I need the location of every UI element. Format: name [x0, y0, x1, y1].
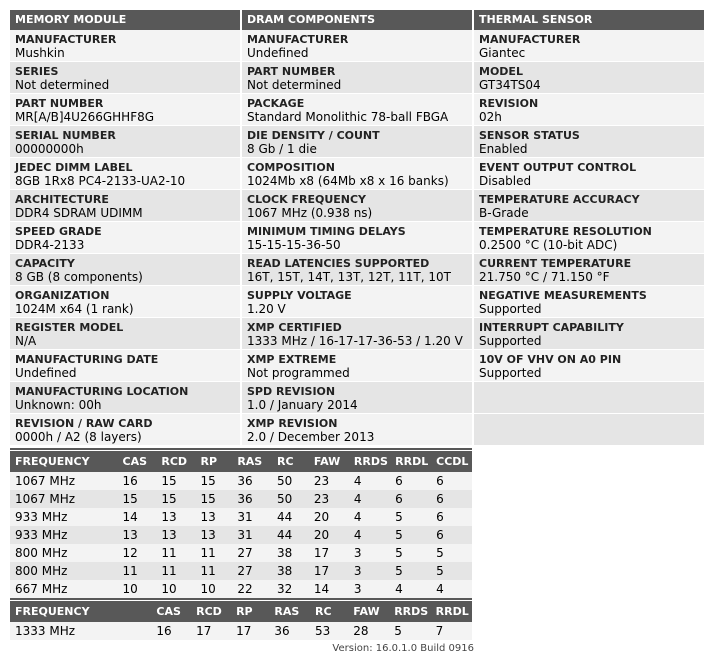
info-value: 21.750 °C / 71.150 °F [479, 270, 610, 284]
xmp-timing-table [10, 601, 472, 640]
info-value: Enabled [479, 142, 528, 156]
table-cell: 36 [269, 622, 310, 640]
column-heading: RAS [232, 451, 272, 472]
table-cell: 11 [156, 544, 195, 562]
info-value: 1024M x64 (1 rank) [15, 302, 134, 316]
table-cell: 16 [118, 472, 157, 490]
table-cell: 36 [232, 490, 272, 508]
info-cell [474, 62, 704, 94]
table-cell: 23 [309, 490, 349, 508]
info-label: SENSOR STATUS [479, 129, 580, 142]
info-label: XMP REVISION [247, 417, 338, 430]
jedec-timing-table [10, 451, 472, 598]
info-value: 16T, 15T, 14T, 13T, 12T, 11T, 10T [247, 270, 451, 284]
table-cell: 36 [232, 472, 272, 490]
table-cell: 800 MHz [10, 562, 118, 580]
info-label: SERIES [15, 65, 59, 78]
version-label: Version: 16.0.1.0 Build 0916 [332, 643, 474, 654]
info-value: Disabled [479, 174, 532, 188]
info-label: JEDEC DIMM LABEL [15, 161, 133, 174]
info-label: PACKAGE [247, 97, 305, 110]
column-heading: RRDL [390, 451, 431, 472]
table-cell: 13 [196, 508, 233, 526]
info-value: Not programmed [247, 366, 350, 380]
info-label: CAPACITY [15, 257, 75, 270]
table-cell: 12 [118, 544, 157, 562]
info-label: READ LATENCIES SUPPORTED [247, 257, 430, 270]
column-heading: RC [310, 601, 348, 622]
info-label: TEMPERATURE ACCURACY [479, 193, 640, 206]
info-cell [10, 414, 240, 446]
column-heading: FREQUENCY [10, 451, 118, 472]
column-heading: FREQUENCY [10, 601, 151, 622]
table-cell: 53 [310, 622, 348, 640]
column-heading: FAW [309, 451, 349, 472]
info-value: Standard Monolithic 78-ball FBGA [247, 110, 449, 124]
table-cell: 32 [272, 580, 309, 598]
column-heading: RRDL [431, 601, 472, 622]
table-cell: 15 [118, 490, 157, 508]
table-cell: 800 MHz [10, 544, 118, 562]
info-value: Giantec [479, 46, 526, 60]
table-cell: 13 [156, 508, 195, 526]
info-cell [242, 30, 472, 62]
dram-components-column [242, 10, 472, 446]
info-value: Unknown: 00h [15, 398, 102, 412]
info-value: 0.2500 °C (10-bit ADC) [479, 238, 618, 252]
info-cell [474, 222, 704, 254]
table-cell: 17 [231, 622, 269, 640]
table-row [10, 490, 472, 508]
info-cell [242, 382, 472, 414]
info-value: DDR4-2133 [15, 238, 85, 252]
info-label: MINIMUM TIMING DELAYS [247, 225, 406, 238]
info-label: SPD REVISION [247, 385, 336, 398]
table-cell: 28 [348, 622, 389, 640]
table-cell: 6 [431, 490, 472, 508]
info-cell [10, 254, 240, 286]
info-cell [242, 414, 472, 446]
table-cell: 13 [196, 526, 233, 544]
table-cell: 11 [118, 562, 157, 580]
table-cell: 6 [431, 508, 472, 526]
info-cell [242, 94, 472, 126]
info-cell [10, 190, 240, 222]
column-heading: RAS [269, 601, 310, 622]
table-cell: 10 [156, 580, 195, 598]
info-value: N/A [15, 334, 37, 348]
info-value: 1.0 / January 2014 [247, 398, 358, 412]
info-value: Mushkin [15, 46, 65, 60]
table-cell: 3 [349, 562, 390, 580]
info-label: INTERRUPT CAPABILITY [479, 321, 624, 334]
info-value: DDR4 SDRAM UDIMM [15, 206, 143, 220]
table-cell: 20 [309, 526, 349, 544]
info-label: MANUFACTURER [479, 33, 581, 46]
info-value: 02h [479, 110, 502, 124]
info-label: PART NUMBER [247, 65, 336, 78]
column-header: THERMAL SENSOR [474, 10, 704, 30]
info-value: B-Grade [479, 206, 529, 220]
column-header: MEMORY MODULE [10, 10, 240, 30]
table-cell: 11 [156, 562, 195, 580]
table-cell: 11 [196, 544, 233, 562]
info-cell [474, 30, 704, 62]
info-label: EVENT OUTPUT CONTROL [479, 161, 637, 174]
info-cell [242, 158, 472, 190]
table-cell: 6 [390, 490, 431, 508]
info-cell [474, 158, 704, 190]
table-cell: 31 [232, 508, 272, 526]
table-cell: 17 [309, 544, 349, 562]
column-heading: RCD [191, 601, 231, 622]
table-cell: 22 [232, 580, 272, 598]
empty-cell [474, 382, 704, 414]
table-cell: 4 [349, 526, 390, 544]
table-cell: 5 [390, 544, 431, 562]
info-cell [10, 62, 240, 94]
table-cell: 27 [232, 544, 272, 562]
info-label: TEMPERATURE RESOLUTION [479, 225, 652, 238]
table-cell: 5 [390, 526, 431, 544]
table-cell: 50 [272, 490, 309, 508]
column-heading: RRDS [349, 451, 390, 472]
empty-cell [474, 414, 704, 446]
info-cell [242, 222, 472, 254]
table-cell: 15 [196, 490, 233, 508]
info-value: 8 GB (8 components) [15, 270, 143, 284]
table-cell: 933 MHz [10, 526, 118, 544]
section-divider [10, 598, 472, 600]
column-heading: RCD [156, 451, 195, 472]
table-row [10, 508, 472, 526]
info-cell [10, 94, 240, 126]
info-cell [474, 126, 704, 158]
table-cell: 23 [309, 472, 349, 490]
table-cell: 44 [272, 508, 309, 526]
table-cell: 38 [272, 544, 309, 562]
section-divider [10, 448, 472, 450]
info-cell [474, 286, 704, 318]
table-cell: 4 [349, 490, 390, 508]
table-cell: 15 [156, 490, 195, 508]
info-value: 0000h / A2 (8 layers) [15, 430, 142, 444]
info-value: 1024Mb x8 (64Mb x8 x 16 banks) [247, 174, 449, 188]
info-cell [10, 286, 240, 318]
info-label: SERIAL NUMBER [15, 129, 116, 142]
table-cell: 667 MHz [10, 580, 118, 598]
table-cell: 5 [390, 562, 431, 580]
info-value: 1333 MHz / 16-17-17-36-53 / 1.20 V [247, 334, 463, 348]
table-cell: 14 [309, 580, 349, 598]
info-cell [474, 318, 704, 350]
table-cell: 17 [191, 622, 231, 640]
table-cell: 44 [272, 526, 309, 544]
table-cell: 13 [118, 526, 157, 544]
info-cell [474, 190, 704, 222]
info-cell [242, 350, 472, 382]
info-cell [10, 350, 240, 382]
column-heading: RP [231, 601, 269, 622]
info-label: MANUFACTURER [15, 33, 117, 46]
table-cell: 5 [431, 562, 472, 580]
table-cell: 20 [309, 508, 349, 526]
info-cell [10, 318, 240, 350]
table-cell: 4 [349, 508, 390, 526]
table-cell: 31 [232, 526, 272, 544]
info-label: MANUFACTURER [247, 33, 349, 46]
info-label: 10V OF VHV ON A0 PIN [479, 353, 622, 366]
info-label: SUPPLY VOLTAGE [247, 289, 352, 302]
info-cell [10, 158, 240, 190]
thermal-sensor-column [474, 10, 704, 446]
info-cell [242, 286, 472, 318]
info-value: 1067 MHz (0.938 ns) [247, 206, 373, 220]
column-heading: CCDL [431, 451, 472, 472]
info-label: XMP CERTIFIED [247, 321, 342, 334]
table-cell: 4 [390, 580, 431, 598]
table-cell: 3 [349, 580, 390, 598]
table-cell: 13 [156, 526, 195, 544]
table-cell: 6 [431, 472, 472, 490]
table-cell: 5 [431, 544, 472, 562]
table-cell: 5 [390, 508, 431, 526]
table-row [10, 562, 472, 580]
info-cell [10, 126, 240, 158]
info-value: Not determined [15, 78, 110, 92]
info-label: CURRENT TEMPERATURE [479, 257, 632, 270]
table-cell: 3 [349, 544, 390, 562]
info-label: PART NUMBER [15, 97, 104, 110]
table-cell: 10 [118, 580, 157, 598]
info-label: MODEL [479, 65, 523, 78]
info-label: COMPOSITION [247, 161, 335, 174]
table-cell: 1067 MHz [10, 472, 118, 490]
info-cell [474, 350, 704, 382]
info-value: 15-15-15-36-50 [247, 238, 341, 252]
info-label: ARCHITECTURE [15, 193, 109, 206]
info-value: Undefined [15, 366, 77, 380]
table-cell: 11 [196, 562, 233, 580]
table-cell: 6 [431, 526, 472, 544]
table-cell: 7 [431, 622, 472, 640]
info-value: MR[A/B]4U266GHHF8G [15, 110, 155, 124]
info-label: SPEED GRADE [15, 225, 102, 238]
table-cell: 5 [389, 622, 430, 640]
info-value: 8GB 1Rx8 PC4-2133-UA2-10 [15, 174, 186, 188]
column-heading: CAS [118, 451, 157, 472]
info-cell [242, 190, 472, 222]
info-value: Not determined [247, 78, 342, 92]
info-label: CLOCK FREQUENCY [247, 193, 367, 206]
table-row [10, 622, 472, 640]
info-value: Undefined [247, 46, 309, 60]
table-row [10, 472, 472, 490]
info-cell [242, 318, 472, 350]
table-cell: 1067 MHz [10, 490, 118, 508]
info-label: ORGANIZATION [15, 289, 110, 302]
info-label: REVISION [479, 97, 539, 110]
table-cell: 6 [390, 472, 431, 490]
table-cell: 15 [156, 472, 195, 490]
table-row [10, 544, 472, 562]
table-cell: 50 [272, 472, 309, 490]
info-cell [10, 222, 240, 254]
info-label: REVISION / RAW CARD [15, 417, 153, 430]
info-cell [10, 30, 240, 62]
column-heading: RC [272, 451, 309, 472]
column-header: DRAM COMPONENTS [242, 10, 472, 30]
table-cell: 14 [118, 508, 157, 526]
table-cell: 933 MHz [10, 508, 118, 526]
table-cell: 10 [196, 580, 233, 598]
table-cell: 4 [349, 472, 390, 490]
column-heading: RP [196, 451, 233, 472]
info-label: DIE DENSITY / COUNT [247, 129, 380, 142]
info-cell [242, 254, 472, 286]
info-cell [10, 382, 240, 414]
table-cell: 1333 MHz [10, 622, 151, 640]
info-label: XMP EXTREME [247, 353, 337, 366]
column-heading: CAS [151, 601, 191, 622]
table-cell: 4 [431, 580, 472, 598]
info-value: Supported [479, 334, 542, 348]
info-value: 1.20 V [247, 302, 286, 316]
memory-module-column [10, 10, 240, 446]
info-value: GT34TS04 [479, 78, 541, 92]
table-cell: 17 [309, 562, 349, 580]
table-row [10, 580, 472, 598]
info-cell [474, 94, 704, 126]
info-label: NEGATIVE MEASUREMENTS [479, 289, 647, 302]
info-value: Supported [479, 366, 542, 380]
table-row [10, 526, 472, 544]
table-cell: 38 [272, 562, 309, 580]
info-cell [242, 62, 472, 94]
column-heading: RRDS [389, 601, 430, 622]
table-cell: 16 [151, 622, 191, 640]
info-value: 8 Gb / 1 die [247, 142, 317, 156]
info-cell [474, 254, 704, 286]
table-cell: 15 [196, 472, 233, 490]
info-value: 2.0 / December 2013 [247, 430, 375, 444]
info-value: Supported [479, 302, 542, 316]
column-heading: FAW [348, 601, 389, 622]
info-label: MANUFACTURING DATE [15, 353, 159, 366]
info-value: 00000000h [15, 142, 84, 156]
info-cell [242, 126, 472, 158]
table-cell: 27 [232, 562, 272, 580]
info-label: MANUFACTURING LOCATION [15, 385, 189, 398]
info-label: REGISTER MODEL [15, 321, 124, 334]
